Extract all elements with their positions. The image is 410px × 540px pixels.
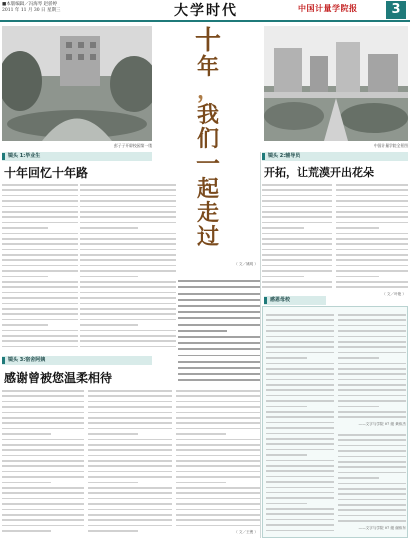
text-line <box>176 523 260 528</box>
body-text-dorm-col2 <box>88 388 172 538</box>
pull-quote <box>178 278 260 384</box>
calligraphy-char: 过 <box>196 224 219 250</box>
header-info <box>2 2 92 14</box>
text-line <box>80 344 176 349</box>
campus-photo-right-image <box>264 26 408 141</box>
newspaper-brand: 中国计量学院报 <box>298 4 358 13</box>
body-text-dorm-col3 <box>176 388 260 530</box>
header-rule <box>0 20 410 22</box>
page-number: 3 <box>386 1 406 19</box>
calligraphy-char: 十 <box>194 26 221 56</box>
calligraphy-char: ， <box>196 78 219 104</box>
headline-graduate: 十年回忆十年路 <box>4 166 89 180</box>
calligraphy-char: 我 <box>196 102 219 128</box>
byline-graduate: （ 文／姚明 ） <box>234 262 258 266</box>
calligraphy-char: 走 <box>196 200 219 226</box>
calligraphy-char: 起 <box>196 176 219 202</box>
section-title: 大学时代 <box>174 3 238 19</box>
campus-photo-right <box>264 26 408 141</box>
calligraphy-char: 年 <box>196 54 219 80</box>
body-text-counselor-col2 <box>336 182 408 292</box>
text-line <box>266 528 334 533</box>
photo-caption-right: 中国计量学院全景图 <box>373 143 408 148</box>
section-tag-graduate: 镜头 1:毕业生 <box>2 152 152 161</box>
headline-counselor: 开拓，让荒漠开出花朵 <box>264 166 374 179</box>
headline-dorm-aunt: 感谢曾被您温柔相待 <box>4 371 113 385</box>
body-text-graduate-col2 <box>80 182 176 352</box>
section-tag-dorm-aunt: 镜头 3:宿舍阿姨 <box>2 356 152 365</box>
text-line <box>338 414 406 419</box>
body-text-thanks-col2 <box>338 312 406 420</box>
text-line <box>88 528 138 533</box>
text-line <box>338 518 406 523</box>
calligraphy-title <box>178 24 238 274</box>
byline-thanks-a: ——文字与学院 07 级 黄伟杰 <box>358 422 406 426</box>
calligraphy-char: 一 <box>196 149 220 178</box>
text-line <box>2 528 51 533</box>
body-text-counselor-col1 <box>262 182 332 292</box>
text-line <box>178 377 260 383</box>
body-text-graduate-col1 <box>2 182 78 352</box>
column-divider <box>260 152 261 538</box>
date-line: 2011 年 11 月 30 日 星期三 <box>2 8 61 13</box>
byline-thanks-b: ——文字与学院 07 级 谢伟东 <box>358 526 406 530</box>
body-text-thanks-col1 <box>266 312 334 534</box>
campus-photo-left <box>2 26 152 141</box>
text-line <box>262 284 332 289</box>
text-line <box>336 284 408 289</box>
byline-counselor: （ 文／叶艳 ） <box>382 292 406 296</box>
body-text-dorm-col1 <box>2 388 84 538</box>
section-tag-thanks: 感恩母校 <box>264 296 326 305</box>
photo-caption-left: 彭子子开辟校园第一缕 <box>114 143 152 148</box>
byline-dorm: （ 文／王俊 ） <box>234 530 258 534</box>
campus-photo-left-image <box>2 26 152 141</box>
body-text-thanks-col3 <box>338 432 406 524</box>
section-tag-counselor: 镜头 2:辅导员 <box>262 152 408 161</box>
editor-line: ■本版编辑／冯海琴 赵骄婷 <box>2 2 58 7</box>
calligraphy-char: 们 <box>196 126 219 152</box>
text-line <box>2 344 78 349</box>
